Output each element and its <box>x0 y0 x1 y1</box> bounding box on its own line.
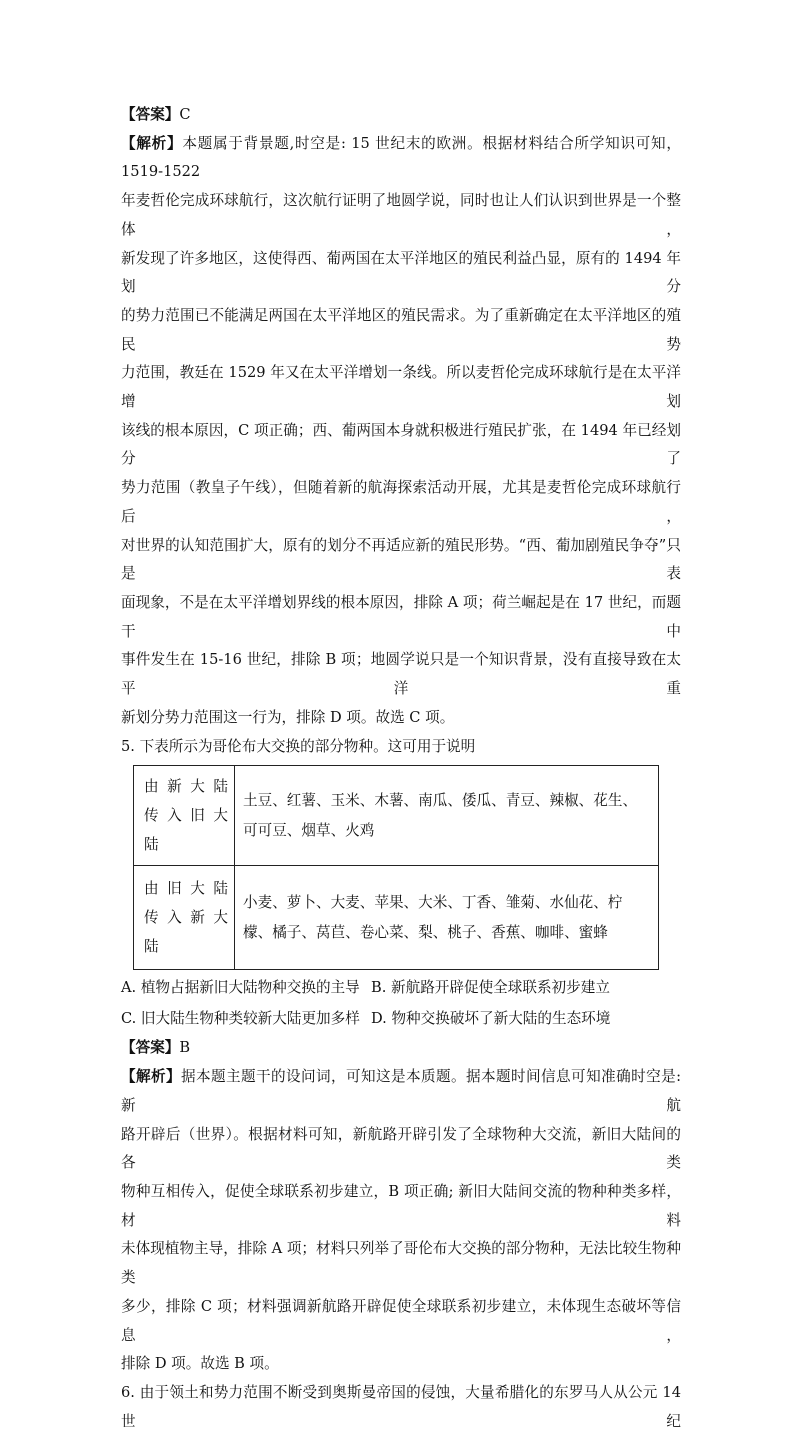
answer-line-1 <box>121 101 681 130</box>
analysis-line: 新划分势力范围这一行为，排除 D 项。故选 C 项。 <box>121 708 455 726</box>
option-d: D. 物种交换破坏了新大陆的生态环境 <box>371 1010 611 1028</box>
answer-value: C <box>179 106 191 123</box>
analysis-line: 事件发生在 15-16 世纪，排除 B 项；地圆学说只是一个知识背景，没有直接导致在太平洋重 <box>121 651 681 698</box>
question-6-stem: 6. 由于领土和势力范围不断受到奥斯曼帝国的侵蚀，大量希腊化的东罗马人从公元 14 世纪 <box>121 1383 681 1430</box>
analysis-line: 力范围，教廷在 1529 年又在太平洋增划一条线。所以麦哲伦完成环球航行是在太平洋增划 <box>121 364 681 411</box>
analysis-block-2 <box>121 1063 681 1379</box>
analysis-line: 路开辟后（世界）。根据材料可知，新航路开辟引发了全球物种大交流，新旧大陆间的各类 <box>121 1125 681 1172</box>
analysis-line: 势力范围（教皇子午线），但随着新的航海探索活动开展，尤其是麦哲伦完成环球航行后， <box>121 479 681 525</box>
analysis-line: 【解析】据本题主题干的设问词，可知这是本质题。据本题时间信息可知准确时空是: 新航 <box>121 1068 681 1114</box>
analysis-line: 物种互相传入，促使全球联系初步建立，B 项正确; 新旧大陆间交流的物种种类多样，材料 <box>121 1182 681 1229</box>
table-row <box>134 866 659 970</box>
table-header-cell: 由旧大陆 传入新大 陆 <box>134 866 235 970</box>
options-row-1 <box>121 972 681 1003</box>
analysis-line: 未体现植物主导，排除 A 项；材料只列举了哥伦布大交换的部分物种，无法比较生物种类 <box>121 1240 681 1287</box>
analysis-line: 面现象，不是在太平洋增划界线的根本原因，排除 A 项；荷兰崛起是在 17 世纪，而题干中 <box>121 593 681 640</box>
options-row-2 <box>121 1003 681 1034</box>
option-b: B. 新航路开辟促使全球联系初步建立 <box>371 979 610 997</box>
table-items-cell: 土豆、红薯、玉米、木薯、南瓜、倭瓜、青豆、辣椒、花生、可可豆、烟草、火鸡 <box>235 766 659 866</box>
table-items-cell: 小麦、萝卜、大麦、苹果、大米、丁香、雏菊、水仙花、柠檬、橘子、莴苣、卷心菜、梨、桃子、香蕉、咖啡、蜜蜂 <box>235 866 659 970</box>
answer-label: 【答案】 <box>121 1039 180 1057</box>
analysis-label: 【解析】 <box>121 1068 182 1086</box>
analysis-line: 排除 D 项。故选 B 项。 <box>121 1355 279 1373</box>
analysis-line: 对世界的认知范围扩大，原有的划分不再适应新的殖民形势。“西、葡加剧殖民争夺”只是表 <box>121 536 681 583</box>
answer-line-2 <box>121 1034 681 1063</box>
analysis-line: 年麦哲伦完成环球航行，这次航行证明了地圆学说，同时也让人们认识到世界是一个整体， <box>121 192 681 238</box>
option-a: A. 植物占据新旧大陆物种交换的主导 <box>121 979 360 997</box>
table-header-cell: 由新大陆 传入旧大 陆 <box>134 766 235 866</box>
analysis-line: 的势力范围已不能满足两国在太平洋地区的殖民需求。为了重新确定在太平洋地区的殖民势 <box>121 306 681 353</box>
answer-value: B <box>179 1039 191 1057</box>
question-5-stem: 5. 下表所示为哥伦布大交换的部分物种。这可用于说明 <box>121 738 476 756</box>
analysis-line: 多少，排除 C 项；材料强调新航路开辟促使全球联系初步建立，未体现生态破坏等信息， <box>121 1297 681 1344</box>
analysis-line: 【解析】本题属于背景题,时空是: 15 世纪末的欧洲。根据材料结合所学知识可知，1519-1522 <box>121 134 681 181</box>
document-content <box>121 101 681 1436</box>
analysis-line: 新发现了许多地区，这使得西、葡两国在太平洋地区的殖民利益凸显，原有的 1494 年划分 <box>121 249 681 296</box>
analysis-line: 该线的根本原因，C 项正确；西、葡两国本身就积极进行殖民扩张，在 1494 年已经划分了 <box>121 421 681 468</box>
analysis-block-1 <box>121 130 681 733</box>
table-row <box>134 766 659 866</box>
species-table <box>133 765 659 970</box>
answer-label: 【答案】 <box>121 106 180 123</box>
option-c: C. 旧大陆生物种类较新大陆更加多样 <box>121 1010 360 1028</box>
analysis-label: 【解析】 <box>121 134 183 152</box>
